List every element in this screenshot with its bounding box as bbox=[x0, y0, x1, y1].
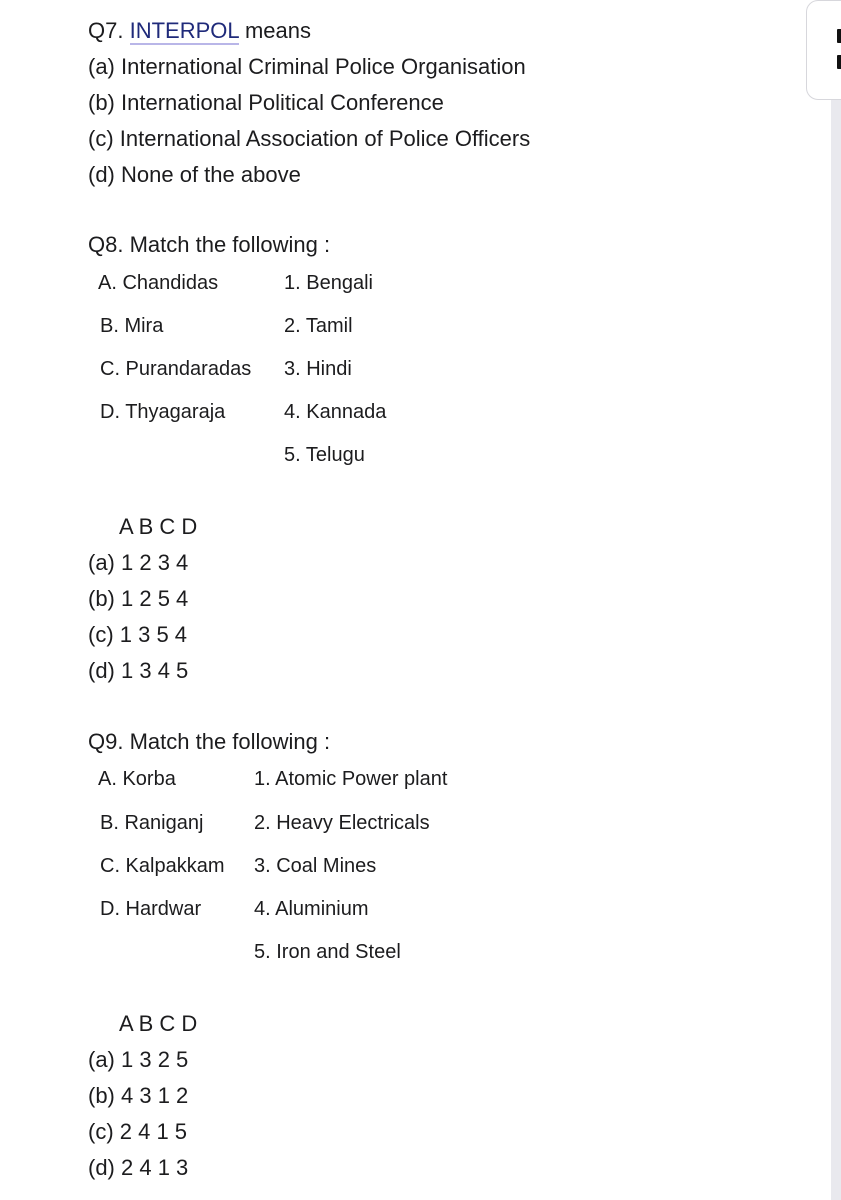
q9-right-1: 1. Atomic Power plant bbox=[254, 768, 448, 790]
q7-question bbox=[88, 20, 311, 42]
q9-option-a: (a) 1 3 2 5 bbox=[88, 1047, 189, 1072]
q8-right-2: 2. Tamil bbox=[284, 315, 353, 337]
q9-right-3: 3. Coal Mines bbox=[254, 855, 377, 877]
q9-option-d: (d) 2 4 1 3 bbox=[88, 1155, 189, 1180]
q9-right-4: 4. Aluminium bbox=[254, 898, 369, 920]
q8-title: Q8. Match the following : bbox=[88, 232, 331, 257]
q9-right-2: 2. Heavy Electricals bbox=[254, 812, 430, 834]
q9-answer-header: A B C D bbox=[119, 1011, 198, 1036]
q8-right-1: 1. Bengali bbox=[284, 272, 373, 294]
q7-option-a: (a) International Criminal Police Organisation bbox=[88, 54, 526, 79]
handle-bar-icon bbox=[837, 29, 841, 43]
q7-option-b: (b) International Political Conference bbox=[88, 90, 444, 115]
q9-left-a: A. Korba bbox=[98, 768, 176, 790]
q8-right-3: 3. Hindi bbox=[284, 358, 352, 380]
q8-left-d: D. Thyagaraja bbox=[100, 401, 226, 423]
q8-left-c: C. Purandaradas bbox=[100, 358, 252, 380]
q9-title: Q9. Match the following : bbox=[88, 729, 331, 754]
q9-option-b: (b) 4 3 1 2 bbox=[88, 1083, 189, 1108]
q9-left-b: B. Raniganj bbox=[100, 812, 204, 834]
q9-left-d: D. Hardwar bbox=[100, 898, 202, 920]
q9-right-5: 5. Iron and Steel bbox=[254, 941, 401, 963]
q7-option-c: (c) International Association of Police Officers bbox=[88, 126, 531, 151]
q9-left-c: C. Kalpakkam bbox=[100, 855, 225, 877]
q8-right-4: 4. Kannada bbox=[284, 401, 387, 423]
side-panel-handle[interactable] bbox=[806, 0, 841, 100]
q8-answer-header: A B C D bbox=[119, 514, 198, 539]
q8-left-a: A. Chandidas bbox=[98, 272, 219, 294]
q8-left-b: B. Mira bbox=[100, 315, 164, 337]
q8-option-b: (b) 1 2 5 4 bbox=[88, 586, 189, 611]
q8-option-d: (d) 1 3 4 5 bbox=[88, 658, 189, 683]
q8-option-c: (c) 1 3 5 4 bbox=[88, 622, 188, 647]
q9-option-c: (c) 2 4 1 5 bbox=[88, 1119, 188, 1144]
q7-term-link[interactable]: INTERPOL bbox=[129, 18, 239, 43]
q8-right-5: 5. Telugu bbox=[284, 444, 365, 466]
q7-option-d: (d) None of the above bbox=[88, 162, 301, 187]
page-header-cutoff bbox=[0, 0, 831, 8]
q8-option-a: (a) 1 2 3 4 bbox=[88, 550, 189, 575]
q7-number: Q7. bbox=[88, 18, 124, 43]
handle-bar-icon bbox=[837, 55, 841, 69]
q7-rest: means bbox=[244, 18, 311, 43]
